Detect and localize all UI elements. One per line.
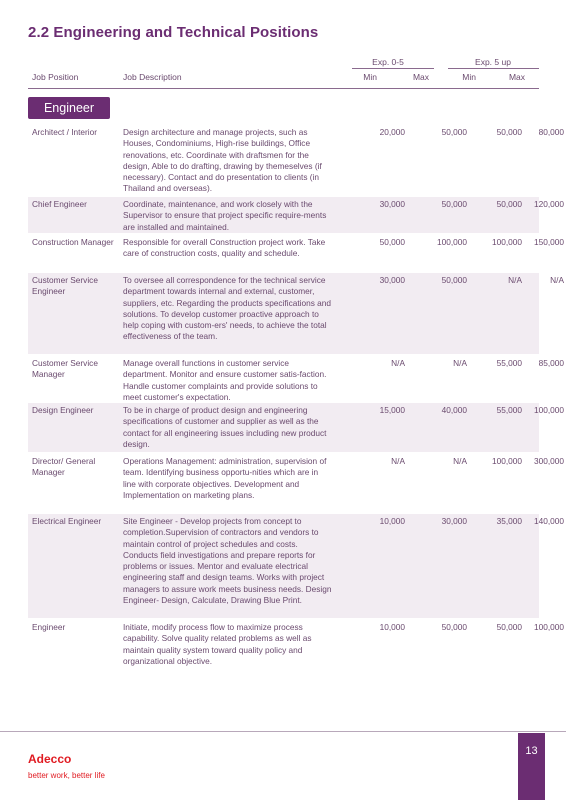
job-description-cell: Operations Management: administration, supervision of team. Identifying business opportu-nities which are in line with corporate objectives. Development and Implementation on marketing plans.: [123, 456, 327, 500]
min-0-5-cell: N/A: [391, 358, 405, 368]
table-row: [28, 273, 564, 354]
footer-tagline: better work, better life: [28, 771, 105, 780]
max-0-5-cell: N/A: [453, 456, 467, 466]
max-0-5-header: Max: [412, 72, 429, 82]
table-row: [28, 514, 564, 618]
job-description-cell: Manage overall functions in customer service department. Monitor and ensure customer satis-faction. Handle customer complaints and provide solutions to meet customer's expectation.: [123, 358, 327, 402]
job-position-cell: Construction Manager: [32, 237, 114, 247]
max-5-up-cell: 100,000: [534, 405, 564, 415]
job-description-cell: Initiate, modify process flow to maximize process capability. Solve quality related problems as well as maintain quality system toward quality policy and organizational objective.: [123, 622, 312, 666]
job-position-cell: Electrical Engineer: [32, 516, 102, 526]
max-5-up-cell: 300,000: [534, 456, 564, 466]
min-0-5-cell: 10,000: [379, 516, 405, 526]
job-position-cell: Design Engineer: [32, 405, 94, 415]
min-5-up-cell: 50,000: [496, 622, 522, 632]
table-row: [28, 125, 564, 195]
max-5-up-cell: 100,000: [534, 622, 564, 632]
min-5-up-cell: 55,000: [496, 358, 522, 368]
min-0-5-cell: 30,000: [379, 275, 405, 285]
job-position-cell: Chief Engineer: [32, 199, 87, 209]
min-0-5-cell: N/A: [391, 456, 405, 466]
max-0-5-cell: 50,000: [441, 199, 467, 209]
max-0-5-cell: 40,000: [441, 405, 467, 415]
min-5-up-cell: N/A: [508, 275, 522, 285]
max-5-up-cell: 120,000: [534, 199, 564, 209]
max-5-up-cell: 140,000: [534, 516, 564, 526]
max-5-up-cell: 80,000: [538, 127, 564, 137]
job-description-cell: Responsible for overall Construction project work. Take care of construction costs, quality and schedule.: [123, 237, 326, 259]
job-description-cell: To oversee all correspondence for the technical service department towards internal and external, customer, suppliers, etc. Regarding the products specifications and solutions. To develop customer proactive approach to help coping with custom-ers' needs, to achieve the total effectiveness of the team.: [123, 275, 332, 342]
page-number: 13: [525, 745, 538, 757]
job-description-cell: Design architecture and manage projects, such as Houses, Condominiums, High-rise buildings, Office renovations, etc. Coordinate with draftsmen for the design, Able to do drafting, drawing by themeselves (if necessary). Contact and do presentation to clients (in Thailand and overseas).: [123, 127, 322, 194]
category-label-engineer: Engineer: [28, 97, 110, 119]
min-0-5-cell: 10,000: [379, 622, 405, 632]
job-description-cell: Site Engineer - Develop projects from concept to completion.Supervision of contractors and vendors to maintain control of project schedules and costs. Conducts field investigations and prepare reports for problems or issues. Mentor and evaluate electrical engineering staff and design teams. Works with project managers to assure work meets business needs. Design Engineer- Design, Calculate, Drawing Blue Print.: [123, 516, 332, 606]
job-description-cell: Coordinate, maintenance, and work closely with the Supervisor to ensure that project specific require-ments are installed and maintained.: [123, 199, 327, 232]
max-0-5-cell: 100,000: [437, 237, 467, 247]
max-5-up-header: Max: [508, 72, 525, 82]
header-rule: [28, 88, 539, 89]
min-5-up-cell: 100,000: [492, 456, 522, 466]
job-position-cell: Engineer: [32, 622, 66, 632]
job-position-cell: Customer Service Manager: [32, 358, 98, 380]
min-5-up-header: Min: [462, 72, 476, 82]
adecco-logo: Adecco: [28, 752, 72, 766]
job-description-header: Job Description: [123, 72, 182, 82]
min-0-5-cell: 20,000: [379, 127, 405, 137]
max-5-up-cell: 150,000: [534, 237, 564, 247]
max-0-5-cell: 50,000: [441, 275, 467, 285]
max-0-5-cell: 50,000: [441, 622, 467, 632]
table-row: [28, 197, 564, 233]
job-description-cell: To be in charge of product design and engineering specifications of customer and supplier as well as the contact for all engineering issues including new product design.: [123, 405, 327, 449]
max-0-5-cell: 50,000: [441, 127, 467, 137]
table-row: [28, 403, 564, 452]
job-position-cell: Director/ General Manager: [32, 456, 96, 478]
table-row: [28, 620, 564, 670]
max-0-5-cell: N/A: [453, 358, 467, 368]
min-5-up-cell: 55,000: [496, 405, 522, 415]
footer-rule: [0, 731, 566, 732]
exp-0-5-underline: [352, 68, 434, 69]
min-0-5-cell: 15,000: [379, 405, 405, 415]
job-position-header: Job Position: [32, 72, 79, 82]
min-5-up-cell: 35,000: [496, 516, 522, 526]
min-0-5-cell: 50,000: [379, 237, 405, 247]
table-row: [28, 356, 564, 402]
table-row: [28, 454, 564, 512]
min-0-5-header: Min: [363, 72, 377, 82]
exp-5-up-underline: [448, 68, 539, 69]
page-title: 2.2 Engineering and Technical Positions: [28, 24, 319, 41]
exp-5-up-header: Exp. 5 up: [475, 57, 511, 67]
min-5-up-cell: 50,000: [496, 127, 522, 137]
table-row: [28, 235, 564, 271]
max-5-up-cell: 85,000: [538, 358, 564, 368]
job-position-cell: Architect / Interior: [32, 127, 98, 137]
exp-0-5-header: Exp. 0-5: [372, 57, 404, 67]
page-number-box: [518, 733, 545, 800]
min-0-5-cell: 30,000: [379, 199, 405, 209]
job-position-cell: Customer Service Engineer: [32, 275, 98, 297]
max-0-5-cell: 30,000: [441, 516, 467, 526]
min-5-up-cell: 100,000: [492, 237, 522, 247]
max-5-up-cell: N/A: [550, 275, 564, 285]
min-5-up-cell: 50,000: [496, 199, 522, 209]
